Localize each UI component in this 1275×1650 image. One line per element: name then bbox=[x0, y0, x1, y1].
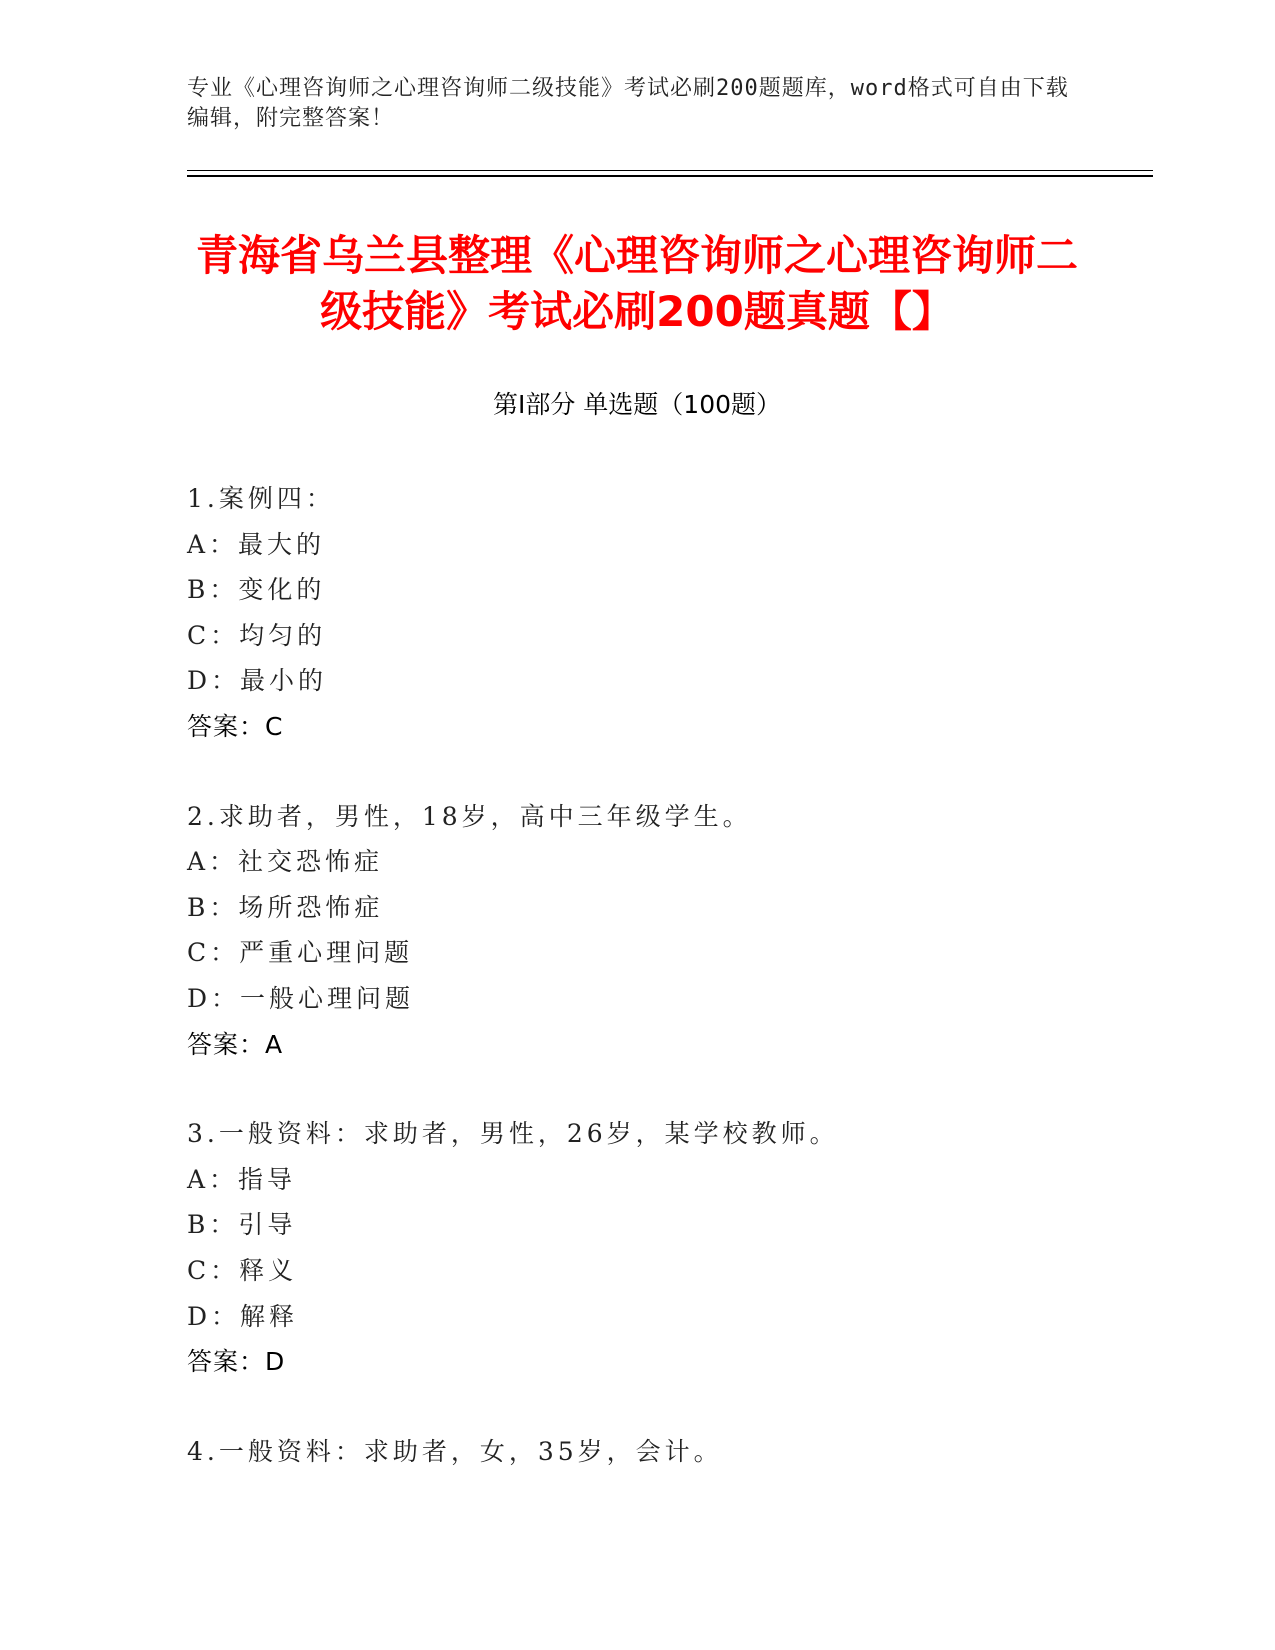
option-c: C：严重心理问题 bbox=[187, 938, 414, 968]
question-stem: 4.一般资料：求助者，女，35岁，会计。 bbox=[187, 1436, 723, 1466]
header-divider-bottom bbox=[187, 175, 1153, 177]
option-b: B：变化的 bbox=[187, 575, 326, 605]
option-a: A：最大的 bbox=[187, 529, 326, 559]
question-item bbox=[187, 794, 1087, 1068]
answer-line: 答案：C bbox=[187, 711, 284, 741]
option-c: C：释义 bbox=[187, 1255, 298, 1285]
header-divider-top bbox=[187, 170, 1153, 171]
question-stem: 1.案例四： bbox=[187, 484, 335, 513]
question-stem: 2.求助者，男性，18岁，高中三年级学生。 bbox=[187, 801, 752, 831]
option-d: D：一般心理问题 bbox=[187, 983, 415, 1013]
question-item bbox=[187, 1429, 1087, 1475]
question-stem: 3.一般资料：求助者，男性，26岁，某学校教师。 bbox=[187, 1119, 839, 1149]
option-b: B：引导 bbox=[187, 1210, 297, 1240]
answer-line: 答案：D bbox=[187, 1347, 286, 1377]
question-list bbox=[187, 476, 1087, 1518]
option-a: A：社交恐怖症 bbox=[187, 847, 384, 877]
option-d: D：最小的 bbox=[187, 666, 328, 696]
header-note: 专业《心理咨询师之心理咨询师二级技能》考试必刷200题题库，word格式可自由下载编辑，附完整答案！ bbox=[187, 76, 1069, 131]
answer-line: 答案：A bbox=[187, 1029, 284, 1059]
option-a: A：指导 bbox=[187, 1164, 297, 1194]
option-b: B：场所恐怖症 bbox=[187, 892, 384, 922]
option-c: C：均匀的 bbox=[187, 620, 327, 650]
question-item bbox=[187, 1111, 1087, 1385]
option-d: D：解释 bbox=[187, 1301, 299, 1331]
section-heading: 第Ⅰ部分 单选题（100题） bbox=[492, 390, 782, 419]
question-item bbox=[187, 476, 1087, 750]
document-title: 青海省乌兰县整理《心理咨询师之心理咨询师二级技能》考试必刷200题真题【】 bbox=[195, 231, 1078, 336]
